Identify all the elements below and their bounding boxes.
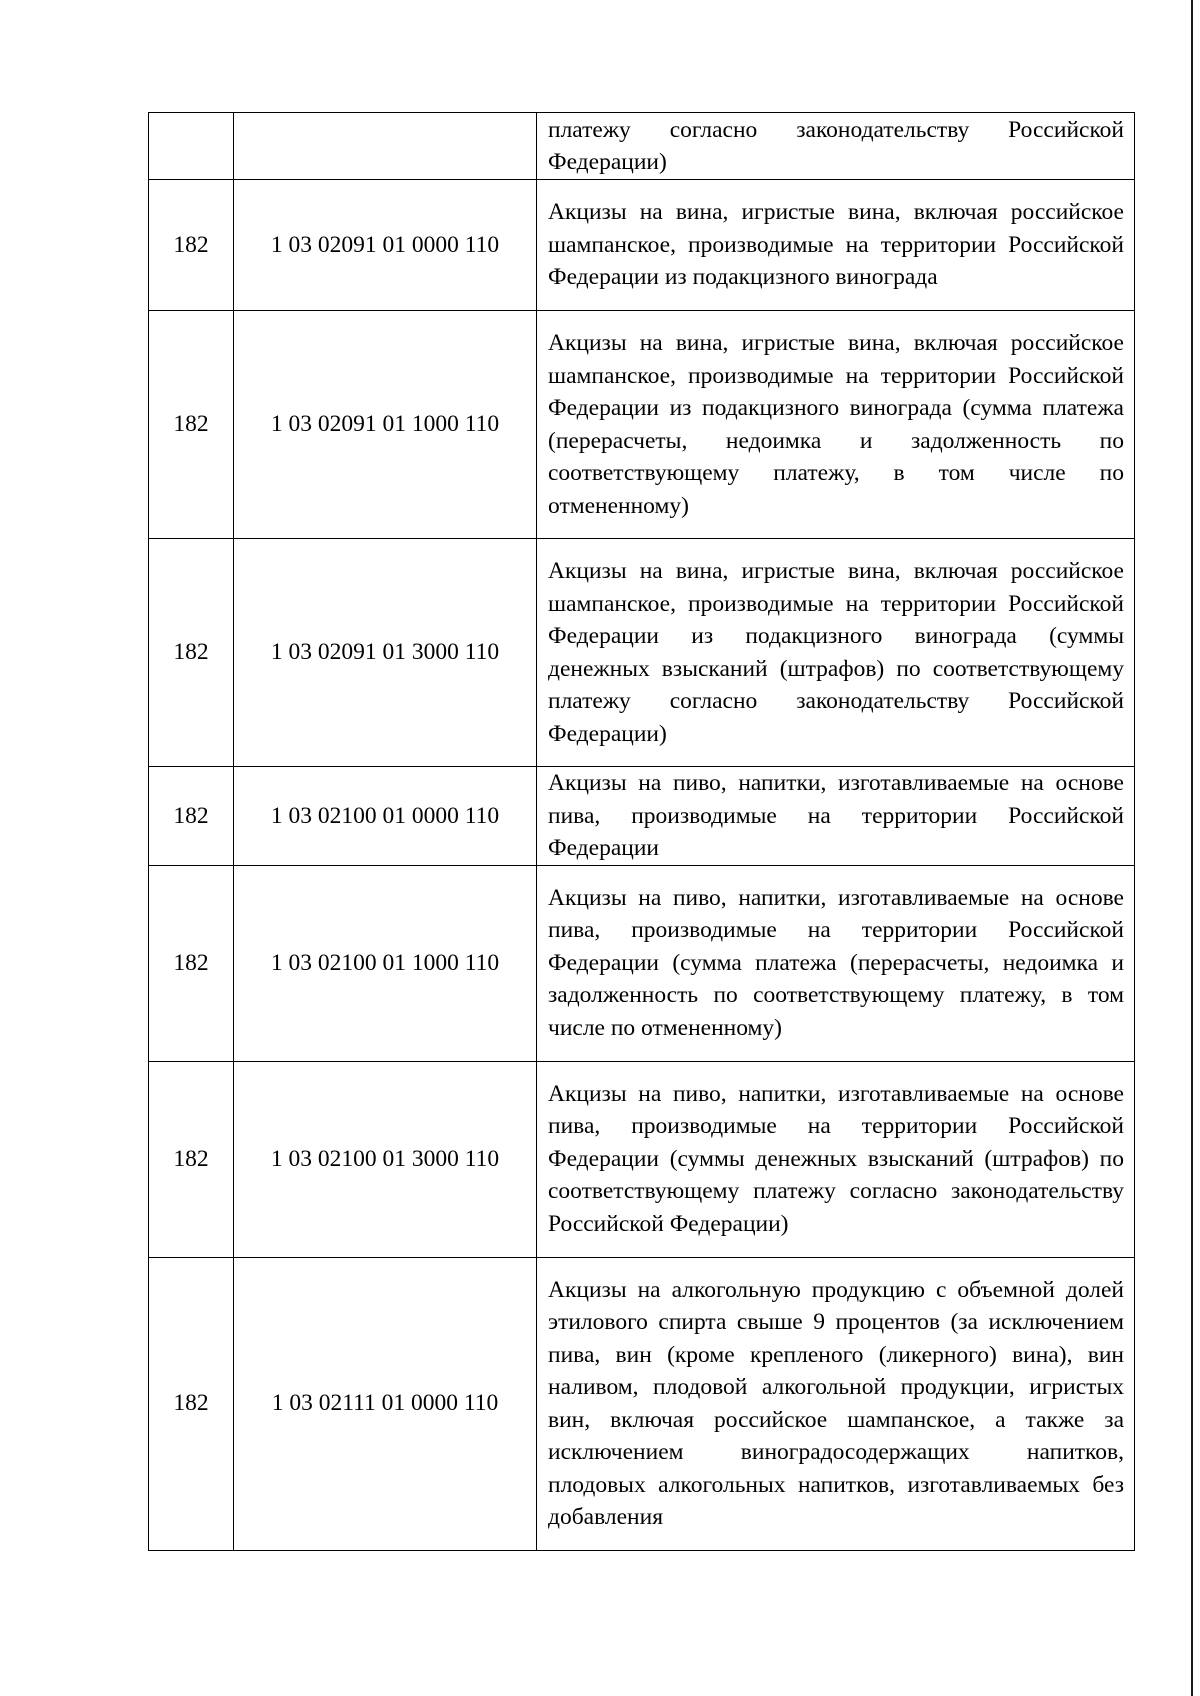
budget-code-cell: 1 03 02091 01 1000 110 bbox=[234, 311, 537, 539]
admin-code-cell bbox=[149, 113, 234, 180]
table-row bbox=[149, 113, 1135, 180]
admin-code-cell: 182 bbox=[149, 1257, 234, 1550]
budget-code-cell: 1 03 02111 01 0000 110 bbox=[234, 1257, 537, 1550]
page-edge bbox=[1191, 0, 1200, 1696]
description-cell: Акцизы на пиво, напитки, изготавливаемые на основе пива, производимые на территории Российской Федерации bbox=[537, 767, 1135, 866]
table-row bbox=[149, 1257, 1135, 1550]
description-cell: Акцизы на пиво, напитки, изготавливаемые на основе пива, производимые на территории Российской Федерации (сумма платежа (перерасчеты, недоимка и задолженность по соответствующему платежу, в том числе по отмененному) bbox=[537, 865, 1135, 1061]
description-cell: Акцизы на вина, игристые вина, включая российское шампанское, производимые на территории Российской Федерации из подакцизного винограда (суммы денежных взысканий (штрафов) по соответствующему платежу согласно законодательству Российской Федерации) bbox=[537, 539, 1135, 767]
table-row bbox=[149, 311, 1135, 539]
budget-code-cell: 1 03 02100 01 3000 110 bbox=[234, 1061, 537, 1257]
table-row bbox=[149, 1061, 1135, 1257]
admin-code-cell: 182 bbox=[149, 311, 234, 539]
admin-code-cell: 182 bbox=[149, 1061, 234, 1257]
table-row bbox=[149, 539, 1135, 767]
budget-classification-table bbox=[148, 112, 1135, 1551]
description-cell: Акцизы на вина, игристые вина, включая российское шампанское, производимые на территории Российской Федерации из подакцизного винограда (сумма платежа (перерасчеты, недоимка и задолженность по соответствующему платежу, в том числе по отмененному) bbox=[537, 311, 1135, 539]
admin-code-cell: 182 bbox=[149, 865, 234, 1061]
description-cell: Акцизы на вина, игристые вина, включая российское шампанское, производимые на территории Российской Федерации из подакцизного винограда bbox=[537, 180, 1135, 311]
table-row bbox=[149, 865, 1135, 1061]
description-cell: платежу согласно законодательству Российской Федерации) bbox=[537, 113, 1135, 180]
budget-code-cell: 1 03 02100 01 0000 110 bbox=[234, 767, 537, 866]
table-row bbox=[149, 767, 1135, 866]
admin-code-cell: 182 bbox=[149, 180, 234, 311]
budget-code-cell bbox=[234, 113, 537, 180]
budget-code-cell: 1 03 02091 01 0000 110 bbox=[234, 180, 537, 311]
table-row bbox=[149, 180, 1135, 311]
budget-code-cell: 1 03 02091 01 3000 110 bbox=[234, 539, 537, 767]
budget-code-cell: 1 03 02100 01 1000 110 bbox=[234, 865, 537, 1061]
admin-code-cell: 182 bbox=[149, 767, 234, 866]
description-cell: Акцизы на алкогольную продукцию с объемной долей этилового спирта свыше 9 процентов (за исключением пива, вин (кроме крепленого (ликерного) вина), вин наливом, плодовой алкогольной продукции, игристых вин, включая российское шампанское, а также за исключением виноградосодержащих напитков, плодовых алкогольных напитков, изготавливаемых без добавления bbox=[537, 1257, 1135, 1550]
description-cell: Акцизы на пиво, напитки, изготавливаемые на основе пива, производимые на территории Российской Федерации (суммы денежных взысканий (штрафов) по соответствующему платежу согласно законодательству Российской Федерации) bbox=[537, 1061, 1135, 1257]
admin-code-cell: 182 bbox=[149, 539, 234, 767]
